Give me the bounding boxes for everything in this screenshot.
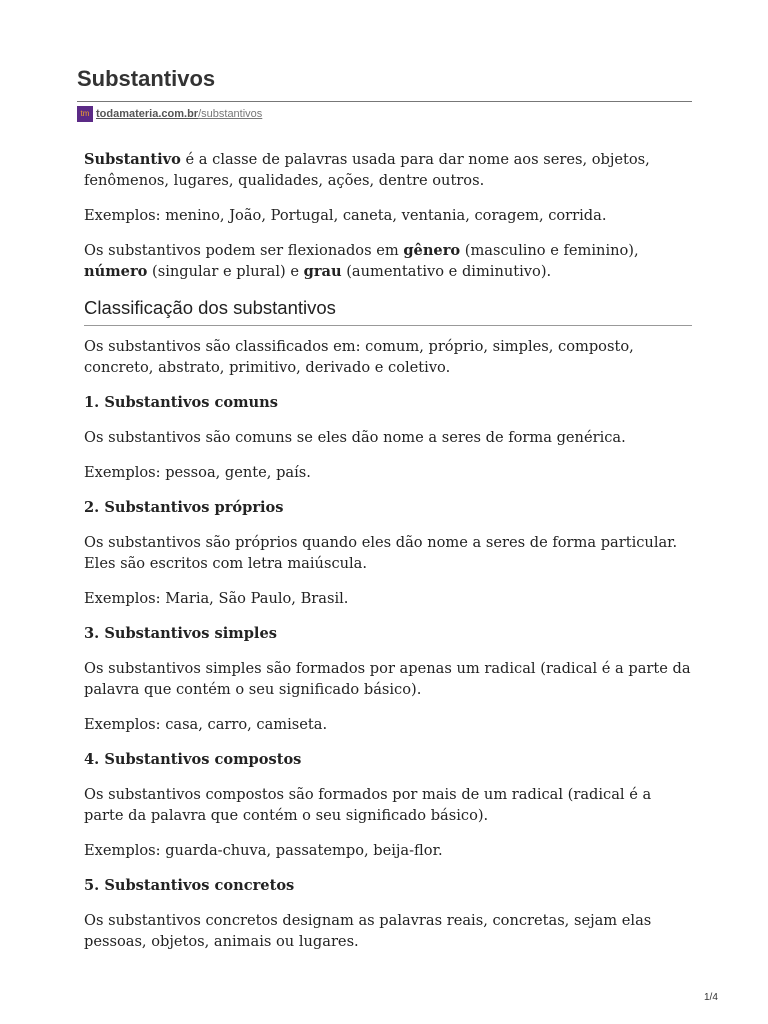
article-body: [84, 149, 692, 966]
section-text: Os substantivos concretos designam as palavras reais, concretas, sejam elas pessoas, objetos, animais ou lugares.: [84, 912, 652, 950]
section-heading: 2. Substantivos próprios: [84, 499, 284, 516]
section-heading: 3. Substantivos simples: [84, 625, 277, 642]
section-text: Os substantivos compostos são formados por mais de um radical (radical é a parte da palavra que contém o seu significado básico).: [84, 786, 652, 824]
source-domain[interactable]: todamateria.com.br: [96, 108, 199, 120]
intro-term: Substantivo: [84, 151, 181, 168]
section-text: Os substantivos simples são formados por apenas um radical (radical é a parte da palavra que contém o seu significado básico).: [84, 660, 691, 698]
intro-examples: Exemplos: menino, João, Portugal, caneta, ventania, coragem, corrida.: [84, 207, 607, 224]
intro-paragraph: [84, 149, 692, 191]
section-heading: 5. Substantivos concretos: [84, 877, 295, 894]
section-text: Os substantivos são comuns se eles dão nome a seres de forma genérica.: [84, 429, 626, 446]
section-examples: Exemplos: casa, carro, camiseta.: [84, 716, 328, 733]
classification-heading: Classificação dos substantivos: [84, 296, 692, 326]
site-logo-icon: tm: [77, 106, 93, 122]
classification-intro: Os substantivos são classificados em: comum, próprio, simples, composto, concreto, abstrato, primitivo, derivado e coletivo.: [84, 338, 634, 376]
section-text: Os substantivos são próprios quando eles dão nome a seres de forma particular. Eles são escritos com letra maiúscula.: [84, 534, 678, 572]
page-number: 1/4: [704, 992, 718, 1003]
title-divider: [77, 101, 692, 102]
section-examples: Exemplos: pessoa, gente, país.: [84, 464, 311, 481]
section-heading: 4. Substantivos compostos: [84, 751, 302, 768]
inflection-paragraph: Os substantivos podem ser flexionados em gênero (masculino e feminino), número (singular e plural) e grau (aumentativo e diminutivo).: [84, 242, 639, 280]
intro-definition: é a classe de palavras usada para dar nome aos seres, objetos, fenômenos, lugares, qualidades, ações, dentre outros.: [84, 151, 650, 189]
section-examples: Exemplos: guarda-chuva, passatempo, beija-flor.: [84, 842, 443, 859]
source-link[interactable]: [77, 106, 262, 122]
section-examples: Exemplos: Maria, São Paulo, Brasil.: [84, 590, 349, 607]
page-title: Substantivos: [77, 66, 216, 91]
section-heading: 1. Substantivos comuns: [84, 394, 278, 411]
source-path[interactable]: /substantivos: [198, 108, 263, 120]
